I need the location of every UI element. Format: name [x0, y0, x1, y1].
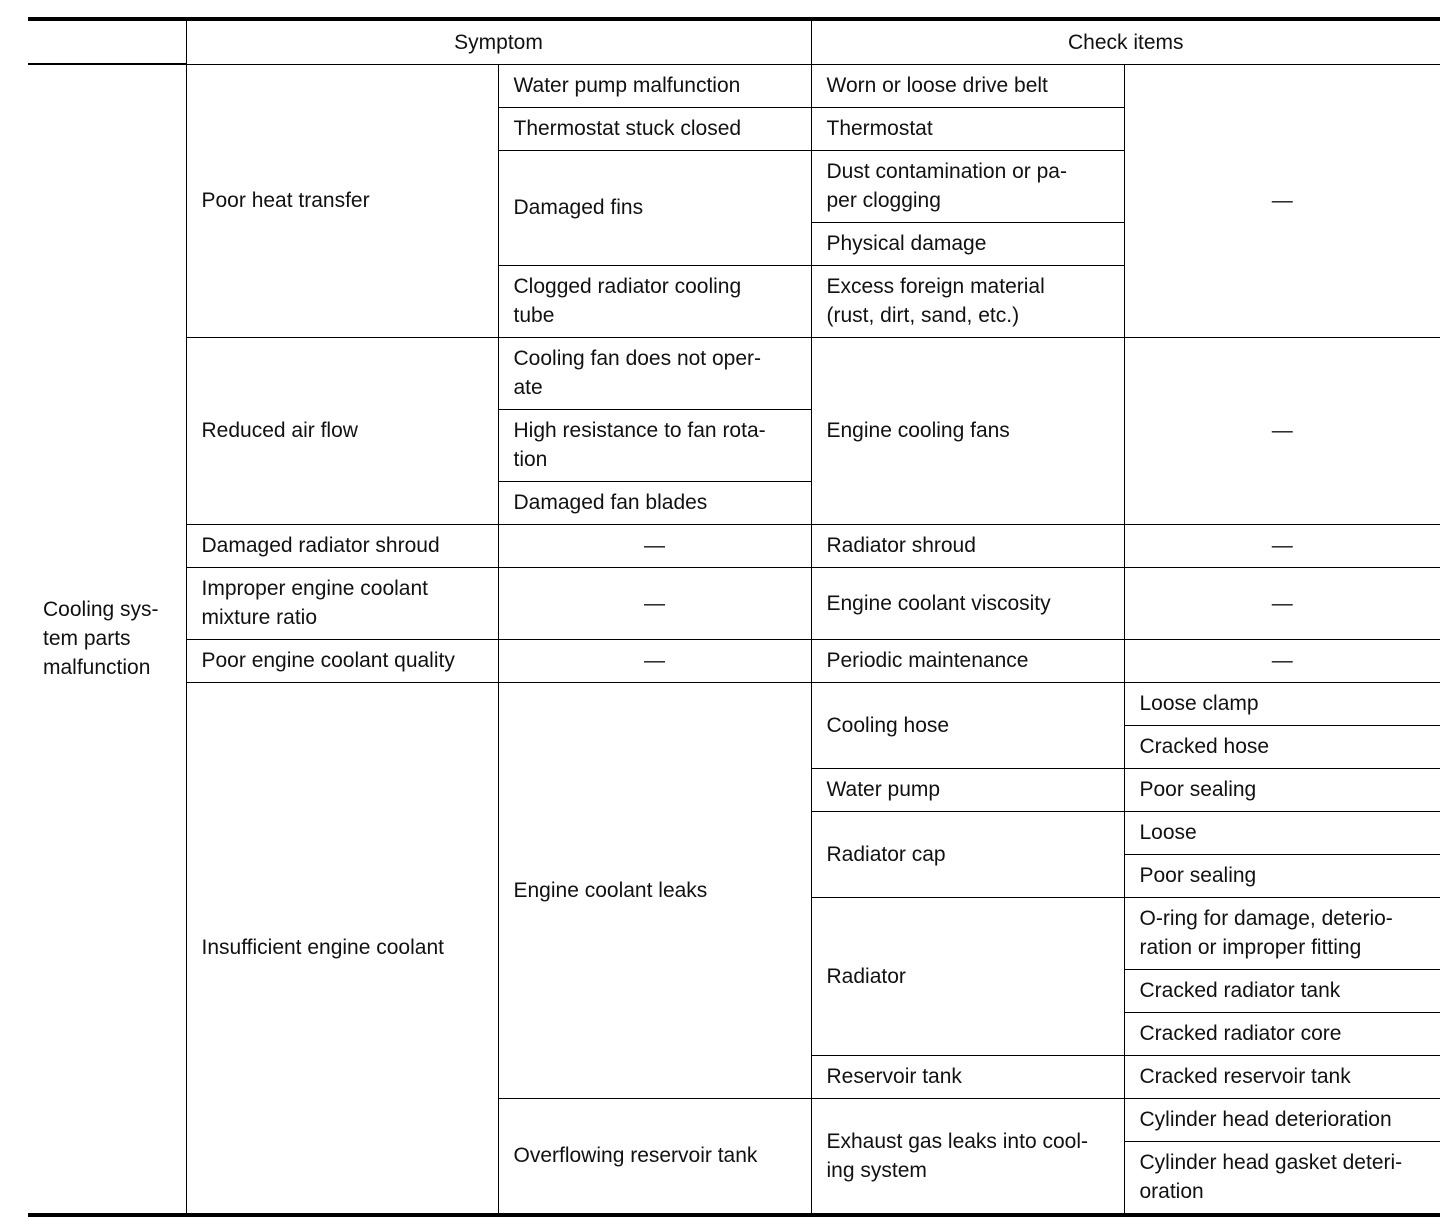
troubleshooting-table-container	[28, 17, 1440, 1217]
check-thermostat: Thermostat	[811, 107, 1124, 150]
item-o-ring: O-ring for damage, deterio- ration or improper fitting	[1124, 897, 1440, 969]
table-row	[28, 639, 1440, 682]
check-exhaust-leaks: Exhaust gas leaks into cool- ing system	[811, 1098, 1124, 1215]
symptom-poor-quality: Poor engine coolant quality	[186, 639, 498, 682]
dash-cell: —	[1124, 524, 1440, 567]
cause-damaged-blades: Damaged fan blades	[498, 481, 811, 524]
symptom-improper-mixture: Improper engine coolant mixture ratio	[186, 567, 498, 639]
table-row	[28, 524, 1440, 567]
dash-cell: —	[1124, 639, 1440, 682]
check-radiator-cap: Radiator cap	[811, 811, 1124, 897]
item-poor-sealing: Poor sealing	[1124, 854, 1440, 897]
check-engine-cooling-fans: Engine cooling fans	[811, 337, 1124, 524]
dash-cell: —	[1124, 64, 1440, 337]
table-row	[28, 337, 1440, 409]
item-gasket-deterioration: Cylinder head gasket deteri- oration	[1124, 1141, 1440, 1215]
item-loose: Loose	[1124, 811, 1440, 854]
symptom-reduced-air-flow: Reduced air flow	[186, 337, 498, 524]
cause-coolant-leaks: Engine coolant leaks	[498, 682, 811, 1098]
symptom-insufficient-coolant: Insufficient engine coolant	[186, 682, 498, 1215]
dash-cell: —	[1124, 567, 1440, 639]
item-loose-clamp: Loose clamp	[1124, 682, 1440, 725]
check-dust-contamination: Dust contamination or pa- per clogging	[811, 150, 1124, 222]
dash-cell: —	[498, 567, 811, 639]
dash-cell: —	[1124, 337, 1440, 524]
category-cell	[28, 64, 186, 1215]
header-blank	[28, 19, 186, 64]
cause-clogged-tube: Clogged radiator cooling tube	[498, 265, 811, 337]
check-reservoir-tank: Reservoir tank	[811, 1055, 1124, 1098]
check-radiator-shroud: Radiator shroud	[811, 524, 1124, 567]
check-periodic-maintenance: Periodic maintenance	[811, 639, 1124, 682]
item-cracked-tank: Cracked radiator tank	[1124, 969, 1440, 1012]
check-water-pump: Water pump	[811, 768, 1124, 811]
header-check-items: Check items	[811, 19, 1440, 64]
item-cracked-reservoir: Cracked reservoir tank	[1124, 1055, 1440, 1098]
cause-thermostat-stuck: Thermostat stuck closed	[498, 107, 811, 150]
cause-fan-not-operate: Cooling fan does not oper- ate	[498, 337, 811, 409]
troubleshooting-table	[28, 17, 1440, 1217]
check-physical-damage: Physical damage	[811, 222, 1124, 265]
cause-overflowing-tank: Overflowing reservoir tank	[498, 1098, 811, 1215]
cause-water-pump-malfunction: Water pump malfunction	[498, 64, 811, 107]
item-cracked-hose: Cracked hose	[1124, 725, 1440, 768]
check-radiator: Radiator	[811, 897, 1124, 1055]
table-row	[28, 64, 1440, 107]
header-symptom: Symptom	[186, 19, 811, 64]
dash-cell: —	[498, 639, 811, 682]
item-poor-sealing: Poor sealing	[1124, 768, 1440, 811]
cause-damaged-fins: Damaged fins	[498, 150, 811, 265]
check-cooling-hose: Cooling hose	[811, 682, 1124, 768]
symptom-poor-heat-transfer: Poor heat transfer	[186, 64, 498, 337]
table-row	[28, 682, 1440, 725]
dash-cell: —	[498, 524, 811, 567]
check-drive-belt: Worn or loose drive belt	[811, 64, 1124, 107]
check-coolant-viscosity: Engine coolant viscosity	[811, 567, 1124, 639]
item-cracked-core: Cracked radiator core	[1124, 1012, 1440, 1055]
category-text: Cooling sys- tem parts malfunction	[43, 598, 159, 680]
symptom-damaged-shroud: Damaged radiator shroud	[186, 524, 498, 567]
check-foreign-material: Excess foreign material (rust, dirt, sand, etc.)	[811, 265, 1124, 337]
cause-fan-resistance: High resistance to fan rota- tion	[498, 409, 811, 481]
header-row	[28, 19, 1440, 64]
table-row	[28, 567, 1440, 639]
item-head-deterioration: Cylinder head deterioration	[1124, 1098, 1440, 1141]
